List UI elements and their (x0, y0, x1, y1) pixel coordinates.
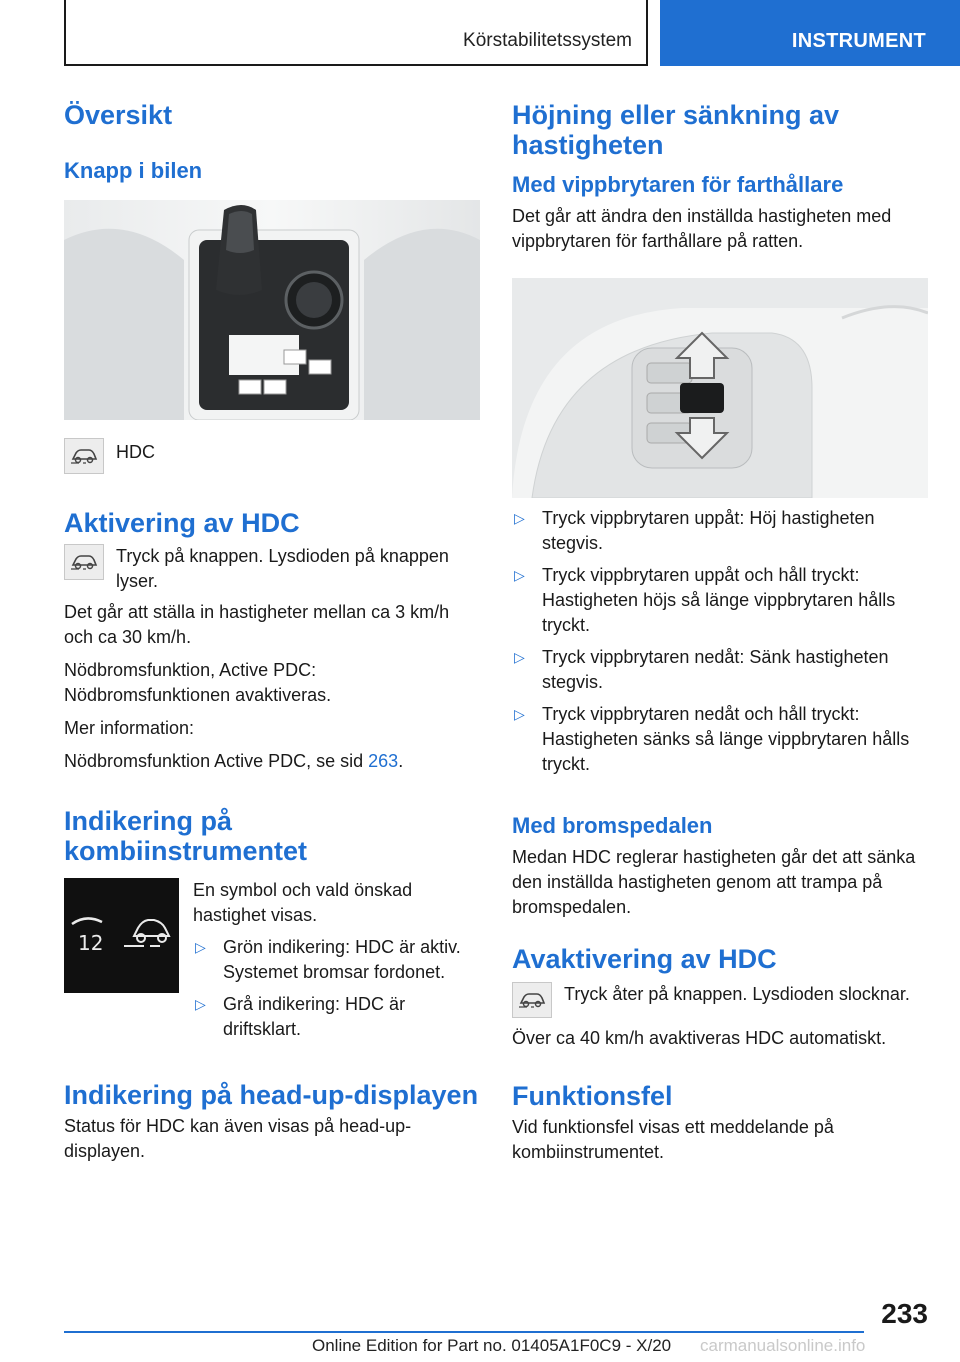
cluster-bullet-text: Grön indikering: HDC är aktiv. Systemet bromsar fordonet. (223, 937, 461, 982)
triangle-bullet-icon: ▷ (514, 649, 525, 665)
watermark-text: carmanualsonline.info (700, 1336, 866, 1355)
header-section-title: Körstabilitetssystem (463, 30, 632, 51)
brake-pedal-heading: Med bromspedalen (512, 813, 713, 838)
center-console-photo (64, 200, 480, 420)
switch-bullets (512, 506, 928, 777)
switch-bullet (512, 702, 928, 777)
triangle-bullet-icon: ▷ (514, 510, 525, 526)
button-heading: Knapp i bilen (64, 158, 203, 183)
switch-bullet-text: Tryck vippbrytaren uppåt och håll tryckt: Hastigheten höjs så länge vippbrytaren hålls tryckt. (542, 565, 896, 635)
switch-heading: Med vippbrytaren för farthållare (512, 172, 844, 197)
steering-wheel-photo (512, 278, 928, 498)
reference-page-link[interactable]: 263 (368, 751, 399, 771)
page-number: 233 (881, 1298, 928, 1329)
hud-text: Status för HDC kan även visas på head-up-displayen. (64, 1116, 412, 1161)
header-section-box (64, 0, 648, 66)
emergency-brake-text: Nödbromsfunktion, Active PDC: Nödbromsfunktionen avaktiveras. (64, 660, 332, 705)
cluster-block (64, 878, 480, 1042)
left-column (64, 100, 480, 1164)
fault-heading: Funktionsfel (512, 1081, 673, 1111)
edition-text: Online Edition for Part no. 01405A1F0C9 - X/20 (312, 1336, 672, 1355)
switch-bullet-text: Tryck vippbrytaren nedåt och håll tryckt: Hastigheten sänks så länge vippbrytaren hålls tryckt. (542, 704, 910, 774)
cluster-bullets (193, 935, 480, 1042)
hdc-car-icon (64, 438, 104, 474)
hud-heading: Indikering på head-up-displayen (64, 1080, 479, 1110)
deactivation-text: Tryck åter på knappen. Lysdioden slocknar. (564, 984, 910, 1004)
hdc-button-legend (64, 438, 480, 474)
overview-heading: Översikt (64, 100, 173, 130)
speed-range-text: Det går att ställa in hastigheter mellan ca 3 km/h och ca 30 km/h. (64, 602, 450, 647)
deactivation-instruction (512, 982, 928, 1018)
triangle-bullet-icon: ▷ (195, 939, 206, 955)
hdc-car-icon (64, 544, 104, 580)
brake-pedal-text: Medan HDC reglerar hastigheten går det att sänka den inställda hastigheten genom att trampa på bromspedalen. (512, 847, 916, 917)
activation-text: Tryck på knappen. Lysdioden på knappen lyser. (116, 546, 449, 591)
auto-deactivation-text: Över ca 40 km/h avaktiveras HDC automatiskt. (512, 1028, 887, 1048)
reference-line (64, 749, 480, 774)
cluster-speed-value: 12 (78, 931, 104, 955)
triangle-bullet-icon: ▷ (514, 567, 525, 583)
switch-bullet-text: Tryck vippbrytaren uppåt: Höj hastigheten stegvis. (542, 508, 875, 553)
header-chapter-title: INSTRUMENT (791, 30, 926, 52)
switch-text: Det går att ändra den inställda hastigheten med vippbrytaren för farthållare på ratten. (512, 206, 892, 251)
cluster-text: En symbol och vald önskad hastighet visas. (193, 880, 413, 925)
hdc-car-icon (512, 982, 552, 1018)
fault-text: Vid funktionsfel visas ett meddelande på kombiinstrumentet. (512, 1117, 834, 1162)
reference-text: Nödbromsfunktion Active PDC, se sid (64, 751, 369, 771)
cluster-bullet (193, 935, 480, 985)
cluster-bullet (193, 992, 480, 1042)
more-info-label: Mer information: (64, 718, 195, 738)
deactivation-heading: Avaktivering av HDC (512, 944, 777, 974)
footer-divider (64, 1331, 864, 1333)
right-column (512, 100, 928, 1165)
triangle-bullet-icon: ▷ (514, 706, 525, 722)
switch-bullet (512, 506, 928, 556)
hdc-label: HDC (116, 442, 155, 462)
reference-end: . (398, 751, 404, 771)
switch-bullet-text: Tryck vippbrytaren nedåt: Sänk hastigheten stegvis. (542, 647, 889, 692)
cluster-heading: Indikering på kombiinstrumentet (64, 806, 308, 866)
switch-bullet (512, 563, 928, 638)
activation-instruction (64, 544, 480, 594)
speed-adjust-heading: Höjning eller sänkning av hastigheten (512, 100, 840, 160)
triangle-bullet-icon: ▷ (195, 996, 206, 1012)
cluster-bullet-text: Grå indikering: HDC är driftsklart. (223, 994, 406, 1039)
header-chapter-tab[interactable] (660, 0, 960, 66)
switch-bullet (512, 645, 928, 695)
activation-heading: Aktivering av HDC (64, 508, 300, 538)
cluster-display-image (64, 878, 179, 993)
